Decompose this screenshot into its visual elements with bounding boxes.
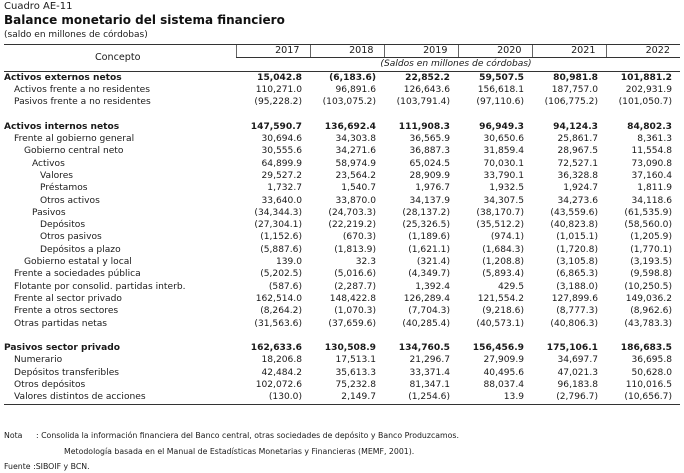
value-cell: 13.9 <box>458 391 532 404</box>
value-cell: 94,124.3 <box>553 121 598 132</box>
value-cell: 110,016.5 <box>625 380 672 391</box>
row-label: Numerario <box>14 355 63 366</box>
value-cell: 59,507.5 <box>479 72 524 83</box>
value-cell: (587.6) <box>268 281 302 292</box>
value-cell: 1,540.7 <box>341 183 376 194</box>
value-cell: (8,264.2) <box>260 306 302 317</box>
value-cell: (97,110.6) <box>476 97 524 108</box>
row-label: Pasivos frente a no residentes <box>14 97 151 108</box>
value-cell: (103,075.2) <box>322 97 376 108</box>
row-label: Depósitos <box>40 220 86 231</box>
value-cell: (106,775.2) <box>544 97 598 108</box>
row-label: Frente al sector privado <box>14 293 122 304</box>
value-cell: 130,508.9 <box>324 343 376 354</box>
value-cell: (1,070.3) <box>334 306 376 317</box>
source-line: Fuente :SIBOIF y BCN. <box>4 462 90 471</box>
value-cell: (2,796.7) <box>532 391 606 404</box>
row-label: Activos <box>32 158 65 169</box>
value-cell: 36,887.3 <box>409 146 450 157</box>
value-cell: 75,232.8 <box>335 380 376 391</box>
value-cell: (9,218.6) <box>482 306 524 317</box>
value-cell: (95,228.2) <box>254 97 302 108</box>
year-header: 2019 <box>384 45 458 58</box>
value-cell: (22,219.2) <box>328 220 376 231</box>
value-cell: 80,981.8 <box>553 72 598 83</box>
value-cell: 36,695.8 <box>631 355 672 366</box>
value-cell: (130.0) <box>236 391 310 404</box>
value-cell: 15,042.8 <box>257 72 302 83</box>
row-label: Otras partidas netas <box>14 318 108 329</box>
value-cell: (5,202.5) <box>260 269 302 280</box>
value-cell: 36,328.8 <box>557 170 598 181</box>
row-label: Depósitos a plazo <box>40 244 121 255</box>
note-text-1: : Consolida la información financiera del Banco central, otras sociedades de depósito y Banco Produzcamos. <box>36 431 459 440</box>
value-cell: 35,613.3 <box>335 367 376 378</box>
table-row <box>4 145 680 157</box>
value-cell: 8,361.3 <box>637 134 672 145</box>
value-cell: (24,703.3) <box>328 207 376 218</box>
value-cell: (1,813.9) <box>334 244 376 255</box>
table-row <box>4 244 680 256</box>
value-cell: 1,976.7 <box>415 183 450 194</box>
value-cell: (3,193.5) <box>630 257 672 268</box>
table-row <box>4 268 680 280</box>
value-cell: (321.4) <box>416 257 450 268</box>
row-label: Otros pasivos <box>40 232 102 243</box>
value-cell: 34,697.7 <box>557 355 598 366</box>
value-cell: (1,770.1) <box>630 244 672 255</box>
value-cell: (7,704.3) <box>408 306 450 317</box>
row-label: Depósitos transferibles <box>14 367 120 378</box>
value-cell: 126,643.6 <box>403 84 450 95</box>
value-cell: 17,513.1 <box>335 355 376 366</box>
note-line-2: Metodología basada en el Manual de Estadísticas Monetarias y Financieras (MEMF, 2001). <box>64 447 415 456</box>
value-cell: (35,512.2) <box>476 220 524 231</box>
value-cell: (5,887.6) <box>260 244 302 255</box>
value-cell: 30,694.6 <box>261 134 302 145</box>
value-cell: (1,189.6) <box>408 232 450 243</box>
value-cell: 139.0 <box>275 257 302 268</box>
value-cell: (1,720.8) <box>556 244 598 255</box>
value-cell: 121,554.2 <box>477 293 524 304</box>
value-cell: (40,806.3) <box>550 318 598 329</box>
value-cell: 96,949.3 <box>479 121 524 132</box>
row-label: Gobierno central neto <box>24 146 124 157</box>
value-cell: (40,573.1) <box>476 318 524 329</box>
unit-label: (Saldos en millones de córdobas) <box>236 58 680 71</box>
value-cell: 27,909.9 <box>483 355 524 366</box>
value-cell: (974.1) <box>490 232 524 243</box>
row-label: Valores <box>40 170 74 181</box>
value-cell: 73,090.8 <box>631 158 672 169</box>
concept-header: Concepto <box>4 45 236 72</box>
value-cell: (40,285.4) <box>402 318 450 329</box>
value-cell: 28,967.5 <box>557 146 598 157</box>
value-cell: (28,137.2) <box>402 207 450 218</box>
table-row <box>4 379 680 391</box>
value-cell: (2,287.7) <box>334 281 376 292</box>
value-cell: 64,899.9 <box>261 158 302 169</box>
table-subtitle: (saldo en millones de córdobas) <box>4 30 148 40</box>
value-cell: (3,188.0) <box>556 281 598 292</box>
value-cell: (8,777.3) <box>556 306 598 317</box>
value-cell: 65,024.5 <box>409 158 450 169</box>
value-cell: 162,633.6 <box>250 343 302 354</box>
value-cell: 22,852.2 <box>405 72 450 83</box>
table-title: Balance monetario del sistema financiero <box>4 13 285 27</box>
value-cell: 29,527.2 <box>261 170 302 181</box>
value-cell: 36,565.9 <box>409 134 450 145</box>
value-cell: 21,296.7 <box>409 355 450 366</box>
value-cell: 70,030.1 <box>483 158 524 169</box>
value-cell: (103,791.4) <box>396 97 450 108</box>
value-cell: 148,422.8 <box>329 293 376 304</box>
value-cell: (101,050.7) <box>618 97 672 108</box>
value-cell: 18,206.8 <box>261 355 302 366</box>
value-cell: 28,909.9 <box>409 170 450 181</box>
value-cell: 149,036.2 <box>625 293 672 304</box>
value-cell: (4,349.7) <box>408 269 450 280</box>
year-header-row <box>4 45 680 58</box>
row-label: Valores distintos de acciones <box>4 391 236 404</box>
value-cell: 134,760.5 <box>398 343 450 354</box>
value-cell: 175,106.1 <box>546 343 598 354</box>
value-cell: 162,514.0 <box>255 293 302 304</box>
value-cell: 186,683.5 <box>620 343 672 354</box>
value-cell: (31,563.6) <box>254 318 302 329</box>
year-header: 2018 <box>310 45 384 58</box>
row-label: Frente al gobierno general <box>14 134 135 145</box>
value-cell: 110,271.0 <box>255 84 302 95</box>
value-cell: 111,908.3 <box>398 121 450 132</box>
value-cell: 11,554.8 <box>631 146 672 157</box>
value-cell: (43,559.6) <box>550 207 598 218</box>
value-cell: (8,962.6) <box>630 306 672 317</box>
value-cell: 1,392.4 <box>415 281 450 292</box>
value-cell: (1,208.8) <box>482 257 524 268</box>
value-cell: 34,271.6 <box>335 146 376 157</box>
row-label: Otros depósitos <box>14 380 86 391</box>
row-label: Frente a sociedades pública <box>14 269 141 280</box>
value-cell: 84,802.3 <box>627 121 672 132</box>
table-row <box>4 158 680 170</box>
table-row <box>4 219 680 231</box>
value-cell: 1,932.5 <box>489 183 524 194</box>
row-label: Pasivos sector privado <box>4 343 120 354</box>
value-cell: 127,899.6 <box>551 293 598 304</box>
table-row <box>4 84 680 96</box>
value-cell: 1,924.7 <box>563 183 598 194</box>
value-cell: 126,289.4 <box>403 293 450 304</box>
year-header: 2017 <box>236 45 310 58</box>
table-row <box>4 318 680 330</box>
value-cell: 30,650.6 <box>483 134 524 145</box>
value-cell: 34,303.8 <box>335 134 376 145</box>
value-cell: 30,555.6 <box>261 146 302 157</box>
value-cell: 33,371.4 <box>409 367 450 378</box>
table-row <box>4 195 680 207</box>
year-header: 2020 <box>458 45 532 58</box>
year-header: 2022 <box>606 45 680 58</box>
value-cell: 81,347.1 <box>409 380 450 391</box>
value-cell: (43,783.3) <box>624 318 672 329</box>
table-row <box>4 281 680 293</box>
table-row <box>4 121 680 133</box>
value-cell: (6,865.3) <box>556 269 598 280</box>
spacer-cell <box>4 330 680 342</box>
value-cell: 58,974.9 <box>335 158 376 169</box>
spacer-cell <box>4 108 680 120</box>
value-cell: 1,811.9 <box>637 183 672 194</box>
value-cell: 37,160.4 <box>631 170 672 181</box>
value-cell: 34,307.5 <box>483 195 524 206</box>
year-header: 2021 <box>532 45 606 58</box>
value-cell: (1,152.6) <box>260 232 302 243</box>
value-cell: (1,205.9) <box>630 232 672 243</box>
value-cell: 34,118.6 <box>631 195 672 206</box>
value-cell: 72,527.1 <box>557 158 598 169</box>
value-cell: (1,621.1) <box>408 244 450 255</box>
value-cell: 31,859.4 <box>483 146 524 157</box>
table-row <box>4 391 680 404</box>
value-cell: (5,016.6) <box>334 269 376 280</box>
row-label: Préstamos <box>40 183 88 194</box>
table-row <box>4 256 680 268</box>
value-cell: 88,037.4 <box>483 380 524 391</box>
value-cell: (61,535.9) <box>624 207 672 218</box>
value-cell: 101,881.2 <box>620 72 672 83</box>
value-cell: (38,170.7) <box>476 207 524 218</box>
value-cell: 156,618.1 <box>477 84 524 95</box>
row-label: Pasivos <box>32 207 66 218</box>
value-cell: 96,183.8 <box>557 380 598 391</box>
value-cell: 25,861.7 <box>557 134 598 145</box>
value-cell: 202,931.9 <box>625 84 672 95</box>
value-cell: 40,495.6 <box>483 367 524 378</box>
note-tag: Nota <box>4 431 23 440</box>
value-cell: (670.3) <box>342 232 376 243</box>
table-body <box>4 71 680 404</box>
row-label: Flotante por consolid. partidas interb. <box>14 281 186 292</box>
value-cell: 136,692.4 <box>324 121 376 132</box>
table-row <box>4 207 680 219</box>
spacer-row <box>4 108 680 120</box>
table-row <box>4 342 680 354</box>
row-label: Frente a otros sectores <box>14 306 119 317</box>
value-cell: (6,183.6) <box>329 72 376 83</box>
value-cell: (9,598.8) <box>630 269 672 280</box>
value-cell: (5,893.4) <box>482 269 524 280</box>
table-row <box>4 182 680 194</box>
table-row <box>4 231 680 243</box>
row-label: Gobierno estatal y local <box>24 257 132 268</box>
value-cell: (3,105.8) <box>556 257 598 268</box>
table-row <box>4 170 680 182</box>
row-label: Activos internos netos <box>4 121 120 132</box>
value-cell: 32.3 <box>355 257 376 268</box>
value-cell: 156,456.9 <box>472 343 524 354</box>
value-cell: 34,137.9 <box>409 195 450 206</box>
row-label: Activos frente a no residentes <box>14 84 150 95</box>
value-cell: (37,659.6) <box>328 318 376 329</box>
value-cell: 102,072.6 <box>255 380 302 391</box>
value-cell: (58,560.0) <box>624 220 672 231</box>
value-cell: 23,564.2 <box>335 170 376 181</box>
value-cell: (1,015.1) <box>556 232 598 243</box>
value-cell: (1,254.6) <box>384 391 458 404</box>
table-row <box>4 293 680 305</box>
row-label: Otros activos <box>40 195 100 206</box>
table-row <box>4 71 680 84</box>
value-cell: 47,021.3 <box>557 367 598 378</box>
value-cell: 42,484.2 <box>261 367 302 378</box>
row-label: Activos externos netos <box>4 72 122 83</box>
table-row <box>4 367 680 379</box>
value-cell: 147,590.7 <box>250 121 302 132</box>
table-number: Cuadro AE-11 <box>4 1 73 12</box>
value-cell: 33,790.1 <box>483 170 524 181</box>
value-cell: (40,823.8) <box>550 220 598 231</box>
value-cell: 1,732.7 <box>267 183 302 194</box>
table-row <box>4 133 680 145</box>
value-cell: 33,640.0 <box>261 195 302 206</box>
value-cell: (1,684.3) <box>482 244 524 255</box>
note-line-1 <box>4 431 459 440</box>
value-cell: 34,273.6 <box>557 195 598 206</box>
table-row <box>4 96 680 108</box>
value-cell: 33,870.0 <box>335 195 376 206</box>
table-row <box>4 305 680 317</box>
value-cell: 50,628.0 <box>631 367 672 378</box>
value-cell: 187,757.0 <box>551 84 598 95</box>
value-cell: (10,250.5) <box>624 281 672 292</box>
value-cell: 96,891.6 <box>335 84 376 95</box>
value-cell: (34,344.3) <box>254 207 302 218</box>
table-row <box>4 354 680 366</box>
value-cell: (10,656.7) <box>606 391 680 404</box>
value-cell: (27,304.1) <box>254 220 302 231</box>
value-cell: (25,326.5) <box>402 220 450 231</box>
value-cell: 429.5 <box>497 281 524 292</box>
spacer-row <box>4 330 680 342</box>
balance-table <box>4 44 680 405</box>
value-cell: 2,149.7 <box>310 391 384 404</box>
